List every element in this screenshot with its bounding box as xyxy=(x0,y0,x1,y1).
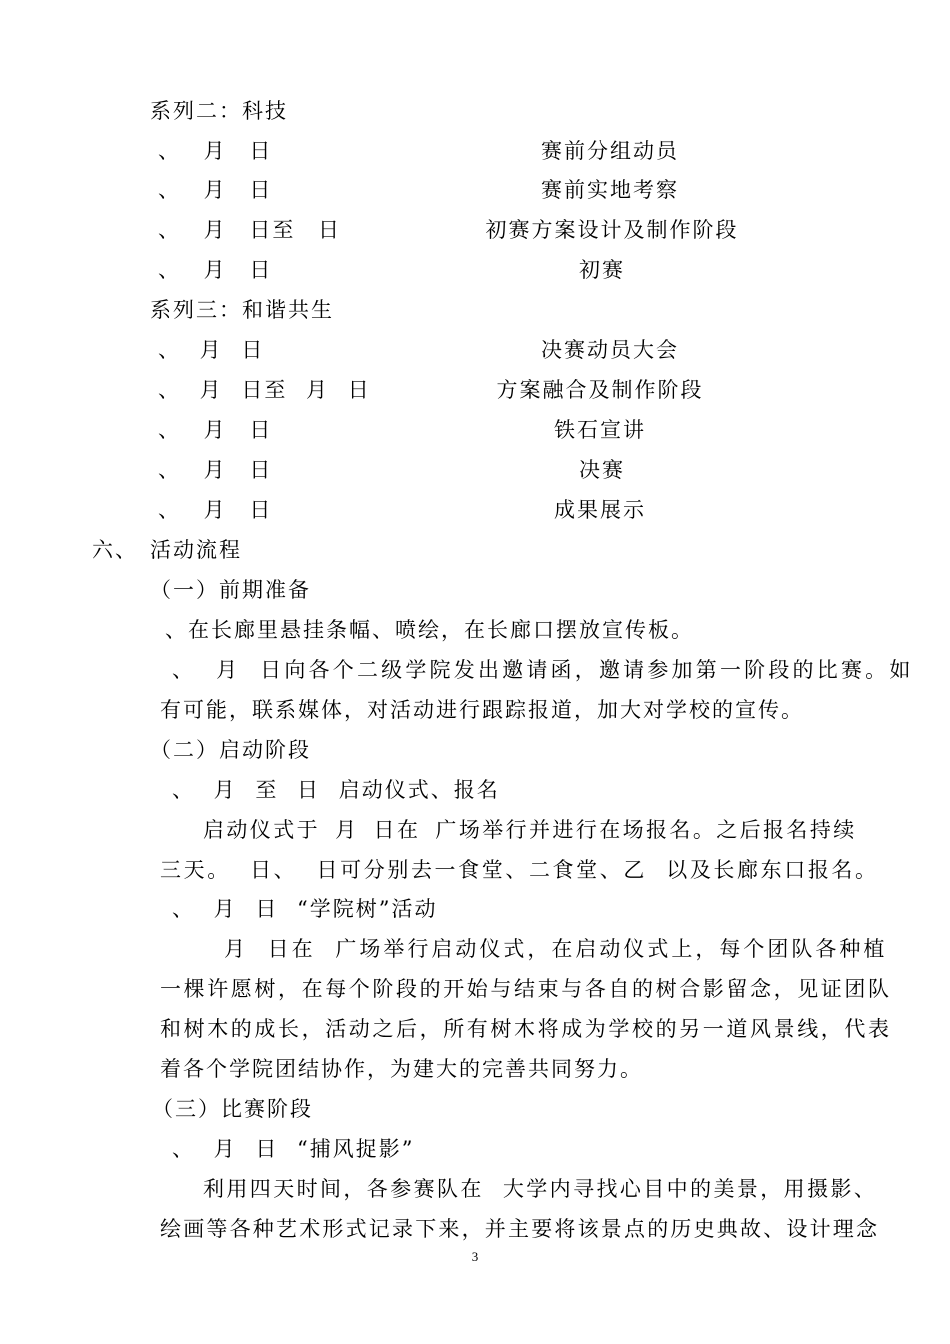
series3-row2-date: 、 月 日至 月 日 xyxy=(158,378,371,402)
series2-row3-date: 、 月 日至 日 xyxy=(158,218,342,242)
section6-title: 活动流程 xyxy=(150,538,242,562)
launch-item1-line2: 三天。 日、 日可分别去一食堂、二食堂、乙 以及长廊东口报名。 xyxy=(160,858,879,882)
prep-item1: 、在长廊里悬挂条幅、喷绘，在长廊口摆放宣传板。 xyxy=(165,618,694,642)
series3-heading: 系列三：和谐共生 xyxy=(150,298,334,322)
series2-row3-event: 初赛方案设计及制作阶段 xyxy=(485,218,739,242)
series2-row1-date: 、 月 日 xyxy=(158,139,273,163)
prep-heading: （一）前期准备 xyxy=(150,578,311,602)
series3-row3-date: 、 月 日 xyxy=(158,418,273,442)
launch-item2-line1: 月 日在 广场举行启动仪式，在启动仪式上，每个团队各种植 xyxy=(224,937,888,961)
contest-heading: （三）比赛阶段 xyxy=(152,1097,313,1121)
launch-item1-line1: 启动仪式于 月 日在 广场举行并进行在场报名。之后报名持续 xyxy=(203,818,857,842)
series2-row2-event: 赛前实地考察 xyxy=(541,178,679,202)
contest-item1-line2: 绘画等各种艺术形式记录下来，并主要将该景点的历史典故、设计理念 xyxy=(160,1217,880,1241)
contest-item1-title: 、 月 日 “捕风捉影” xyxy=(172,1137,415,1161)
series3-row5-date: 、 月 日 xyxy=(158,498,273,522)
series2-row1-event: 赛前分组动员 xyxy=(541,139,679,163)
series3-row1-date: 、 月 日 xyxy=(158,338,265,362)
series2-heading: 系列二：科技 xyxy=(150,99,288,123)
launch-item2-title: 、 月 日 “学院树”活动 xyxy=(172,897,438,921)
launch-item2-line2: 一棵许愿树，在每个阶段的开始与结束与各自的树合影留念，见证团队 xyxy=(160,977,892,1001)
series3-row4-date: 、 月 日 xyxy=(158,458,273,482)
series3-row4-event: 决赛 xyxy=(579,458,625,482)
launch-heading: （二）启动阶段 xyxy=(150,738,311,762)
section6-number: 六、 xyxy=(92,538,138,562)
launch-item1-title: 、 月 至 日 启动仪式、报名 xyxy=(172,778,500,802)
contest-item1-line1: 利用四天时间，各参赛队在 大学内寻找心目中的美景，用摄影、 xyxy=(203,1177,878,1201)
prep-item2-line1: 、 月 日向各个二级学院发出邀请函，邀请参加第一阶段的比赛。如 xyxy=(172,658,914,682)
launch-item2-line4: 着各个学院团结协作，为建大的完善共同努力。 xyxy=(160,1057,643,1081)
series2-row4-event: 初赛 xyxy=(579,258,625,282)
series2-row2-date: 、 月 日 xyxy=(158,178,273,202)
series3-row3-event: 铁石宣讲 xyxy=(554,418,646,442)
series2-row4-date: 、 月 日 xyxy=(158,258,273,282)
page-number: 3 xyxy=(471,1249,479,1264)
series3-row2-event: 方案融合及制作阶段 xyxy=(496,378,704,402)
launch-item2-line3: 和树木的成长，活动之后，所有树木将成为学校的另一道风景线，代表 xyxy=(160,1017,892,1041)
prep-item2-line2: 有可能，联系媒体，对活动进行跟踪报道，加大对学校的宣传。 xyxy=(160,698,804,722)
series3-row5-event: 成果展示 xyxy=(554,498,646,522)
series3-row1-event: 决赛动员大会 xyxy=(541,338,679,362)
